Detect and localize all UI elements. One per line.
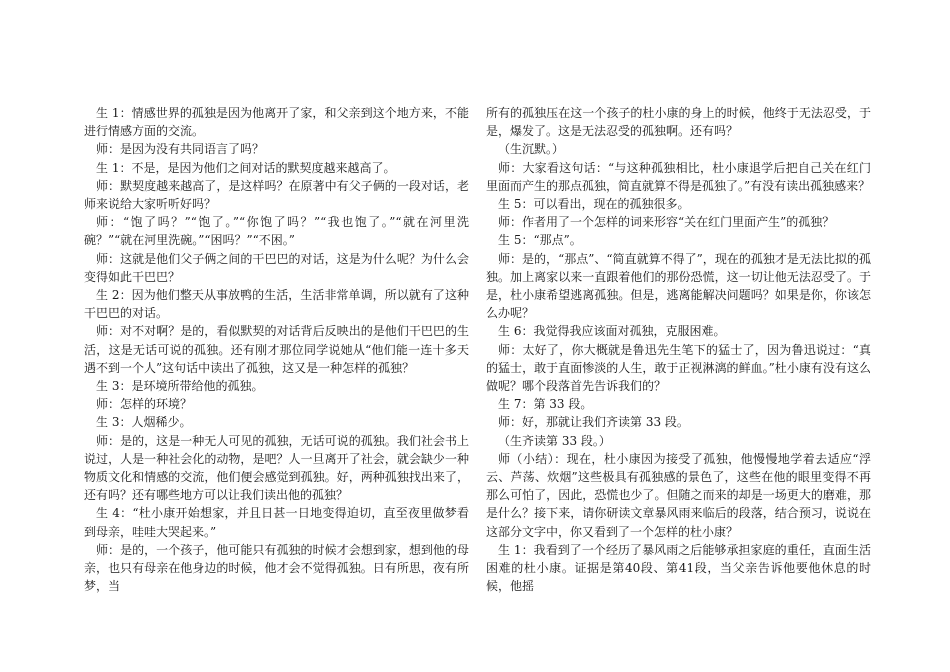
paragraph: 生 1：我看到了一个经历了暴风雨之后能够承担家庭的重任，直面生活困难的杜小康。证据是第40段、第41段，当父亲告诉他要他休息的时候，他摇 [486, 542, 871, 594]
paragraph: 师：“饱了吗？”“饱了。”“你饱了吗？”“我也饱了。”“就在河里洗碗？”“就在河里洗碗。”“困吗？”“不困。” [84, 215, 469, 248]
paragraph: 师（小结）：现在，杜小康因为接受了孤独，他慢慢地学着去适应“浮云、芦荡、炊烟”这些极具有孤独感的景色了，这些在他的眼里变得不再那么可怕了，因此，恐慌也少了。但随之而来的却是一场更大的磨难，那是什么？接下来，请你研读文章暴风雨来临后的段落，结合预习，说说在这部分文字中，你又看到了一个怎样的杜小康？ [486, 451, 871, 539]
paragraph: 师：好，那就让我们齐读第 33 段。 [498, 415, 689, 430]
paragraph: 生 4：“杜小康开始想家，并且日甚一日地变得迫切，直至夜里做梦看到母亲，哇哇大哭起来。” [84, 506, 469, 539]
paragraph: 师：怎样的环境？ [96, 397, 193, 412]
paragraph: 师：是的，一个孩子，他可能只有孤独的时候才会想到家，想到他的母亲，也只有母亲在他身边的时候，他才会不觉得孤独。日有所思，夜有所梦，当 [84, 542, 469, 594]
left-column [84, 104, 469, 595]
paragraph: 生 7：第 33 段。 [498, 397, 593, 412]
paragraph: 师：大家看这句话：“与这种孤独相比，杜小康退学后把自己关在红门里面而产生的那点孤独，简直就算不得是孤独了。”有没有读出孤独感来？ [486, 160, 871, 193]
paragraph: 师：作者用了一个怎样的词来形容“关在红门里面产生”的孤独？ [498, 215, 835, 230]
paragraph: 生 5：“那点”。 [498, 233, 582, 248]
paragraph: 生 1：情感世界的孤独是因为他离开了家，和父亲到这个地方来，不能进行情感方面的交流。 [84, 106, 469, 139]
paragraph: 师：这就是他们父子俩之间的干巴巴的对话，这是为什么呢？为什么会变得如此干巴巴？ [84, 251, 469, 284]
paragraph: （生沉默。） [498, 142, 565, 157]
paragraph: 生 3：人烟稀少。 [96, 415, 192, 430]
paragraph: 生 5：可以看出，现在的孤独很多。 [498, 197, 690, 212]
paragraph: 师：是的，“那点”、“简直就算不得了”，现在的孤独才是无法比拟的孤独。加上离家以来一直跟着他们的那份恐慌，这一切让他无法忍受了。于是，杜小康希望逃离孤独。但是，逃离能解决问题吗？如果是你，你该怎么办呢？ [486, 251, 871, 321]
right-column [486, 104, 871, 595]
paragraph: （生齐读第 33 段。） [498, 433, 611, 448]
paragraph: 师：太好了，你大概就是鲁迅先生笔下的猛士了，因为鲁迅说过：“真的猛士，敢于直面惨淡的人生，敢于正视淋漓的鲜血。”杜小康有没有这么做呢？哪个段落首先告诉我们的？ [486, 342, 871, 394]
paragraph: 师：默契度越来越高了，是这样吗？在原著中有父子俩的一段对话，老师来说给大家听听好吗？ [84, 178, 469, 212]
paragraph: 师：对不对啊？是的，看似默契的对话背后反映出的是他们干巴巴的生活，这是无话可说的孤独。还有刚才那位同学说她从“他们能一连十多天遇不到一个人”这句话中读出了孤独，这又是一种怎样的孤独？ [84, 324, 469, 375]
paragraph: 所有的孤独压在这一个孩子的杜小康的身上的时候，他终于无法忍受，于是，爆发了。这是无法忍受的孤独啊。还有吗？ [486, 106, 871, 139]
paragraph: 生 1：不是，是因为他们之间对话的默契度越来越高了。 [96, 160, 396, 175]
paragraph: 师：是的，这是一种无人可见的孤独，无话可说的孤独。我们社会书上说过，人是一种社会化的动物，是吧？人一旦离开了社会，就会缺少一种物质文化和情感的交流，他们便会感觉到孤独。好，两种孤独找出来了，还有吗？还有哪些地方可以让我们读出他的孤独？ [84, 433, 469, 503]
paragraph: 师：是因为没有共同语言了吗？ [96, 142, 265, 157]
paragraph: 生 6：我觉得我应该面对孤独，克服困难。 [498, 324, 726, 339]
paragraph: 生 2：因为他们整天从事放鸭的生活，生活非常单调，所以就有了这种干巴巴的对话。 [84, 288, 469, 321]
paragraph: 生 3：是环境所带给他的孤独。 [96, 379, 264, 394]
